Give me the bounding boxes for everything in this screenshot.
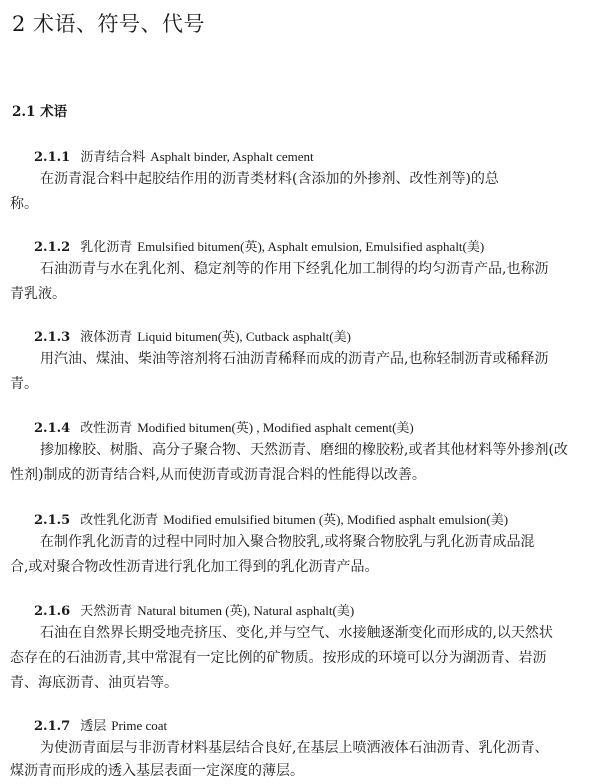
term-number: 2.1.2 xyxy=(34,240,71,255)
definition-line: 石油沥青与水在乳化剂、稳定剂等的作用下经乳化加工制得的均匀沥青产品,也称沥 xyxy=(40,261,549,277)
term-english: Natural bitumen (英), Natural asphalt(美) xyxy=(137,603,355,618)
definition-line: 在制作乳化沥青的过程中同时加入聚合物胶乳,或将聚合物胶乳与乳化沥青成品混 xyxy=(40,534,535,550)
chapter-title: 2 术语、符号、代号 xyxy=(12,12,206,36)
definition-line: 煤沥青而形成的透入基层表面一定深度的薄层。 xyxy=(10,763,304,779)
term-number: 2.1.1 xyxy=(34,150,71,165)
definition-line: 石油在自然界长期受地壳挤压、变化,并与空气、水接触逐渐变化而形成的,以天然状 xyxy=(40,625,553,641)
definition-line: 掺加橡胶、树脂、高分子聚合物、天然沥青、磨细的橡胶粉,或者其他材料等外掺剂(改 xyxy=(40,442,568,458)
term-english: Asphalt binder, Asphalt cement xyxy=(150,149,314,164)
definition-line: 性剂)制成的沥青结合料,从而使沥青或沥青混合料的性能得以改善。 xyxy=(10,467,426,483)
term-number: 2.1.6 xyxy=(34,604,71,619)
term-name: 沥青结合料 xyxy=(80,150,146,165)
definition-line: 态存在的石油沥青,其中常混有一定比例的矿物质。按形成的环境可以分为湖沥青、岩沥 xyxy=(10,650,547,666)
section-title: 2.1 术语 xyxy=(12,104,68,120)
term-number: 2.1.3 xyxy=(34,330,71,345)
term-number: 2.1.7 xyxy=(34,719,71,734)
definition-line: 青。 xyxy=(10,376,38,392)
definition-line: 用汽油、煤油、柴油等溶剂将石油沥青稀释而成的沥青产品,也称轻制沥青或稀释沥 xyxy=(40,351,549,367)
definition-line: 在沥青混合料中起胶结作用的沥青类材料(含添加的外掺剂、改性剂等)的总 xyxy=(40,171,499,187)
term-heading xyxy=(34,600,354,619)
definition-line: 青乳液。 xyxy=(10,286,66,302)
term-name: 改性乳化沥青 xyxy=(80,513,159,528)
term-heading xyxy=(34,236,484,255)
term-heading xyxy=(34,146,314,165)
term-name: 透层 xyxy=(80,719,107,734)
term-name: 乳化沥青 xyxy=(80,240,133,255)
term-heading xyxy=(34,326,351,345)
definition-line: 称。 xyxy=(10,196,38,212)
term-english: Prime coat xyxy=(111,718,168,733)
definition-line: 青、海底沥青、油页岩等。 xyxy=(10,675,178,691)
term-english: Modified emulsified bitumen (英), Modified asphalt emulsion(美) xyxy=(163,512,509,527)
term-name: 天然沥青 xyxy=(80,604,133,619)
definition-line: 为使沥青面层与非沥青材料基层结合良好,在基层上喷洒液体石油沥青、乳化沥青、 xyxy=(40,740,549,756)
term-number: 2.1.5 xyxy=(34,513,71,528)
term-heading xyxy=(34,417,414,436)
term-number: 2.1.4 xyxy=(34,421,71,436)
term-english: Modified bitumen(英) , Modified asphalt cement(美) xyxy=(137,420,414,435)
term-name: 液体沥青 xyxy=(80,330,133,345)
definition-line: 合,或对聚合物改性沥青进行乳化加工得到的乳化沥青产品。 xyxy=(10,559,379,575)
term-english: Emulsified bitumen(英), Asphalt emulsion, Emulsified asphalt(美) xyxy=(137,239,485,254)
term-heading xyxy=(34,715,167,734)
term-heading xyxy=(34,509,508,528)
term-name: 改性沥青 xyxy=(80,421,133,436)
term-english: Liquid bitumen(英), Cutback asphalt(美) xyxy=(137,329,351,344)
